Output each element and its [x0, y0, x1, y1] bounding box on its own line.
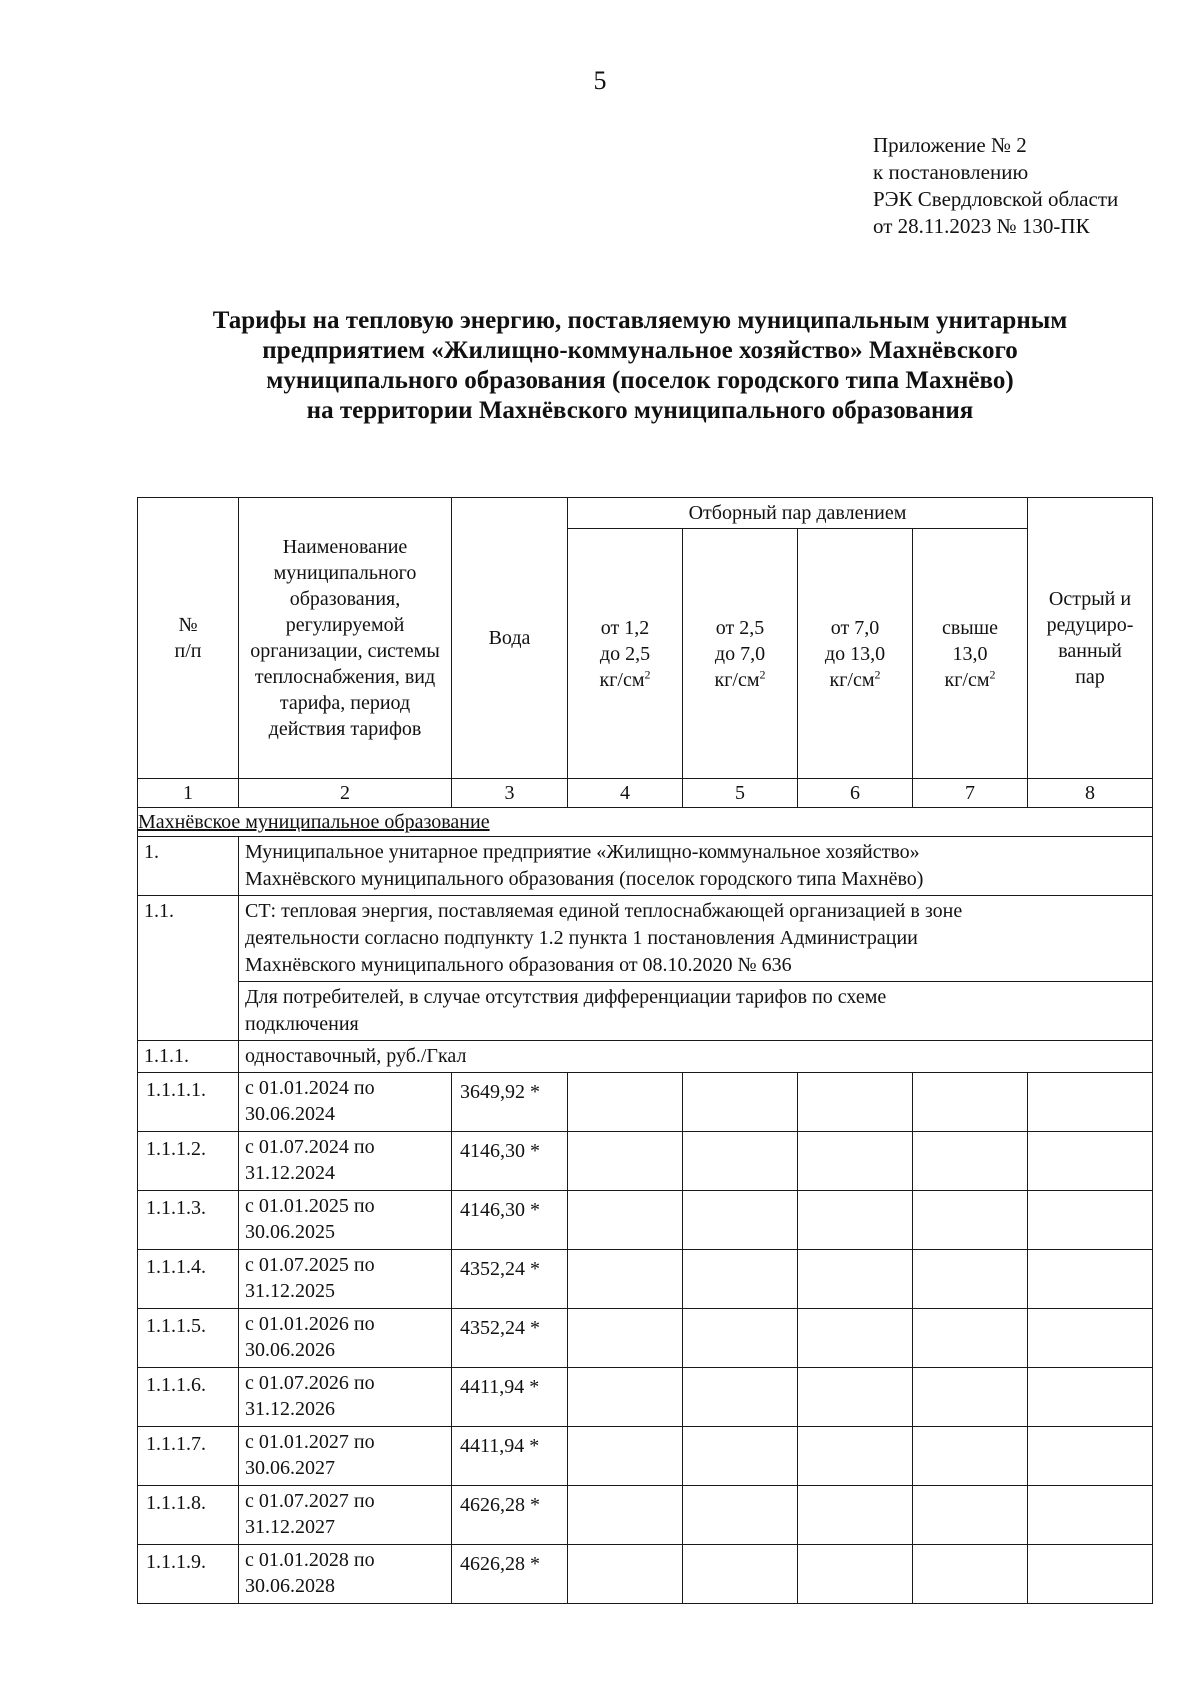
steam-3-tariff [798, 1309, 913, 1368]
title-line: Тарифы на тепловую энергию, поставляемую муниципальным унитарным [212, 307, 1068, 334]
system-description: СТ: тепловая энергия, поставляемая единой теплоснабжающей организацией в зоне деятельности согласно подпункту 1.2 пункта 1 постановления Администрации Махнёвского муниципального образования от 08.10.2020 № 636 [239, 896, 1153, 982]
header-num: № п/п [138, 498, 239, 779]
period-cell: с 01.01.2027 по 30.06.2027 [239, 1427, 452, 1486]
org-name: Муниципальное унитарное предприятие «Жилищно-коммунальное хозяйство» Махнёвского муниципального образования (поселок городского типа Махнёво) [239, 837, 1153, 896]
title-line: предприятием «Жилищно-коммунальное хозяйство» Махнёвского [262, 337, 1018, 364]
steam-4-tariff [913, 1486, 1028, 1545]
live-steam-tariff [1028, 1132, 1153, 1191]
table-row [138, 1368, 1153, 1427]
steam-4-tariff [913, 1309, 1028, 1368]
tariff-rows [138, 1073, 1153, 1604]
appendix-block [873, 132, 1118, 240]
table-row [138, 1073, 1153, 1132]
row-number: 1.1.1.7. [138, 1427, 239, 1486]
row-number: 1. [138, 837, 239, 896]
steam-2-tariff [683, 1368, 798, 1427]
steam-2-tariff [683, 1545, 798, 1604]
column-number: 3 [452, 779, 568, 808]
row-number: 1.1.1.5. [138, 1309, 239, 1368]
page-number: 5 [593, 66, 607, 95]
steam-3-tariff [798, 1427, 913, 1486]
steam-1-tariff [568, 1073, 683, 1132]
live-steam-tariff [1028, 1309, 1153, 1368]
steam-1-tariff [568, 1191, 683, 1250]
row-number: 1.1.1.2. [138, 1132, 239, 1191]
steam-1-tariff [568, 1368, 683, 1427]
steam-4-tariff [913, 1250, 1028, 1309]
table-row [138, 1250, 1153, 1309]
steam-2-tariff [683, 1191, 798, 1250]
steam-4-tariff [913, 1191, 1028, 1250]
tariff-table [137, 497, 1153, 1604]
appendix-line: к постановлению [873, 160, 1029, 184]
row-number: 1.1.1.4. [138, 1250, 239, 1309]
period-cell: с 01.07.2026 по 31.12.2026 [239, 1368, 452, 1427]
water-tariff: 4146,30 * [452, 1132, 568, 1191]
tariff-type-row [138, 1041, 1153, 1073]
table-row [138, 1309, 1153, 1368]
steam-1-tariff [568, 1250, 683, 1309]
water-tariff: 4411,94 * [452, 1427, 568, 1486]
steam-3-tariff [798, 1132, 913, 1191]
column-number: 2 [239, 779, 452, 808]
header-name: Наименование муниципального образования, регулируемой организации, системы теплоснабжения, вид тарифа, период действия тарифов [239, 498, 452, 779]
steam-1-tariff [568, 1545, 683, 1604]
steam-1-tariff [568, 1132, 683, 1191]
column-number: 1 [138, 779, 239, 808]
row-number: 1.1.1.3. [138, 1191, 239, 1250]
header-steam-3: от 7,0 до 13,0 $кг/см^2$ [798, 529, 913, 779]
steam-3-tariff [798, 1545, 913, 1604]
table-row [138, 1191, 1153, 1250]
steam-2-tariff [683, 1309, 798, 1368]
water-tariff: 4626,28 * [452, 1486, 568, 1545]
live-steam-tariff [1028, 1368, 1153, 1427]
period-cell: с 01.07.2024 по 31.12.2024 [239, 1132, 452, 1191]
live-steam-tariff [1028, 1250, 1153, 1309]
system-row [138, 896, 1153, 982]
column-number: 5 [683, 779, 798, 808]
water-tariff: 4626,28 * [452, 1545, 568, 1604]
steam-4-tariff [913, 1073, 1028, 1132]
document-title [150, 306, 1130, 426]
period-cell: с 01.07.2027 по 31.12.2027 [239, 1486, 452, 1545]
row-number: 1.1. [138, 896, 239, 1041]
org-row [138, 837, 1153, 896]
consumers-row [138, 982, 1153, 1041]
section-row [138, 808, 1153, 837]
period-cell: с 01.01.2026 по 30.06.2026 [239, 1309, 452, 1368]
live-steam-tariff [1028, 1191, 1153, 1250]
header-steam-1: от 1,2 до 2,5 $кг/см^2$ [568, 529, 683, 779]
water-tariff: 4352,24 * [452, 1250, 568, 1309]
steam-2-tariff [683, 1486, 798, 1545]
steam-4-tariff [913, 1132, 1028, 1191]
steam-4-tariff [913, 1427, 1028, 1486]
steam-3-tariff [798, 1191, 913, 1250]
header-row [138, 498, 1153, 529]
column-number: 8 [1028, 779, 1153, 808]
appendix-line: РЭК Свердловской области [873, 187, 1119, 211]
steam-2-tariff [683, 1132, 798, 1191]
steam-3-tariff [798, 1250, 913, 1309]
steam-3-tariff [798, 1368, 913, 1427]
period-cell: с 01.01.2024 по 30.06.2024 [239, 1073, 452, 1132]
tariff-type: одноставочный, руб./Гкал [239, 1041, 1153, 1073]
water-tariff: 4352,24 * [452, 1309, 568, 1368]
title-line: муниципального образования (поселок городского типа Махнёво) [266, 367, 1014, 394]
row-number: 1.1.1.9. [138, 1545, 239, 1604]
live-steam-tariff [1028, 1073, 1153, 1132]
header-water: Вода [452, 498, 568, 779]
water-tariff: 4146,30 * [452, 1191, 568, 1250]
period-cell: с 01.01.2025 по 30.06.2025 [239, 1191, 452, 1250]
table-row [138, 1132, 1153, 1191]
period-cell: с 01.07.2025 по 31.12.2025 [239, 1250, 452, 1309]
row-number: 1.1.1.6. [138, 1368, 239, 1427]
live-steam-tariff [1028, 1427, 1153, 1486]
header-steam-2: от 2,5 до 7,0 $кг/см^2$ [683, 529, 798, 779]
steam-3-tariff [798, 1486, 913, 1545]
live-steam-tariff [1028, 1545, 1153, 1604]
consumers-description: Для потребителей, в случае отсутствия дифференциации тарифов по схеме подключения [239, 982, 1153, 1041]
steam-1-tariff [568, 1486, 683, 1545]
header-steam-group: Отборный пар давлением [568, 498, 1028, 529]
steam-1-tariff [568, 1309, 683, 1368]
header-steam-4: свыше 13,0 $кг/см^2$ [913, 529, 1028, 779]
live-steam-tariff [1028, 1486, 1153, 1545]
steam-3-tariff [798, 1073, 913, 1132]
appendix-line: Приложение № 2 [873, 133, 1027, 157]
column-number: 6 [798, 779, 913, 808]
column-number: 7 [913, 779, 1028, 808]
appendix-line: от 28.11.2023 № 130-ПК [873, 214, 1090, 238]
title-line: на территории Махнёвского муниципального образования [306, 397, 974, 424]
table-row [138, 1427, 1153, 1486]
row-number: 1.1.1.1. [138, 1073, 239, 1132]
water-tariff: 3649,92 * [452, 1073, 568, 1132]
steam-4-tariff [913, 1368, 1028, 1427]
steam-1-tariff [568, 1427, 683, 1486]
steam-2-tariff [683, 1427, 798, 1486]
column-number-row [138, 779, 1153, 808]
steam-2-tariff [683, 1250, 798, 1309]
period-cell: с 01.01.2028 по 30.06.2028 [239, 1545, 452, 1604]
table-row [138, 1545, 1153, 1604]
row-number: 1.1.1. [138, 1041, 239, 1073]
header-live-steam: Острый и редуциро- ванный пар [1028, 498, 1153, 779]
table-row [138, 1486, 1153, 1545]
section-title: Махнёвское муниципальное образование [138, 808, 1153, 837]
steam-4-tariff [913, 1545, 1028, 1604]
water-tariff: 4411,94 * [452, 1368, 568, 1427]
column-number: 4 [568, 779, 683, 808]
row-number: 1.1.1.8. [138, 1486, 239, 1545]
steam-2-tariff [683, 1073, 798, 1132]
